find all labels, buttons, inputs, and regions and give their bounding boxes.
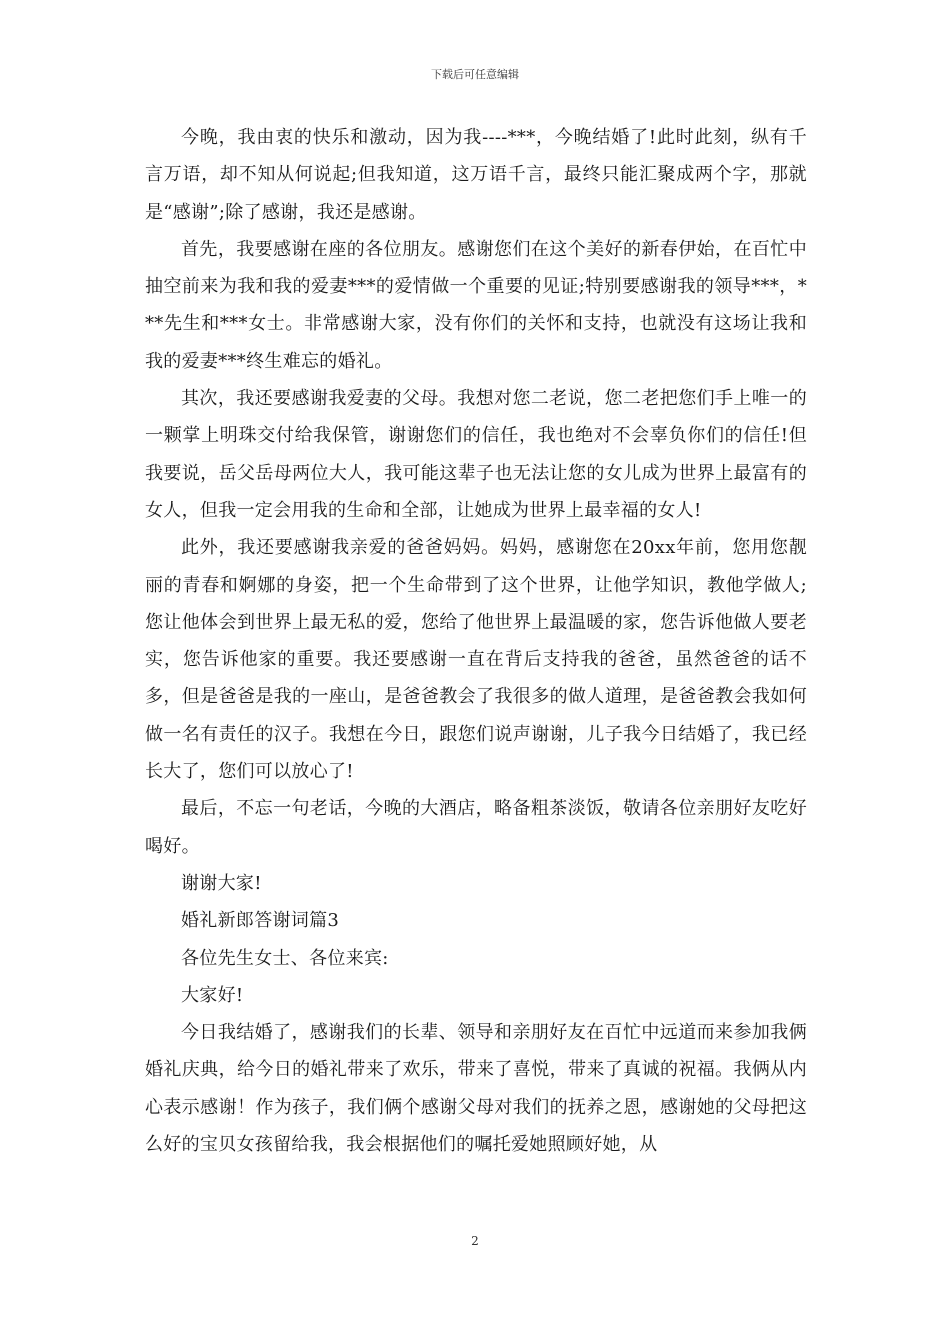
document-body: [145, 119, 807, 1163]
page-header: 下载后可任意编辑: [431, 68, 519, 81]
paragraph-closing: 最后，不忘一句老话，今晚的大酒店，略备粗茶淡饭，敬请各位亲朋好友吃好喝好。: [145, 798, 807, 857]
paragraph-thank-you: 谢谢大家!: [181, 872, 262, 894]
paragraph-intro: 今晚，我由衷的快乐和激动，因为我----***，今晚结婚了!此时此刻，纵有千言万语，却不知从何说起;但我知道，这万语千言，最终只能汇聚成两个字，那就是“感谢”;除了感谢，我还是感谢。: [145, 127, 807, 223]
page-number: 2: [471, 1234, 479, 1248]
section-title: 婚礼新郎答谢词篇3: [181, 910, 340, 932]
paragraph-thanks-friends: 首先，我要感谢在座的各位朋友。感谢您们在这个美好的新春伊始，在百忙中抽空前来为我和我的爱妻***的爱情做一个重要的见证;特别要感谢我的领导***，***先生和***女士。非常感谢大家，没有你们的关怀和支持，也就没有这场让我和我的爱妻***终生难忘的婚礼。: [145, 238, 807, 372]
paragraph-thanks-parents: 此外，我还要感谢我亲爱的爸爸妈妈。妈妈，感谢您在20xx年前，您用您靓丽的青春和婀娜的身姿，把一个生命带到了这个世界，让他学知识，教他学做人;您让他体会到世界上最无私的爱，您给了他世界上最温暖的家，您告诉他做人要老实，您告诉他家的重要。我还要感谢一直在背后支持我的爸爸，虽然爸爸的话不多，但是爸爸是我的一座山，是爸爸教会了我很多的做人道理，是爸爸教会我如何做一名有责任的汉子。我想在今日，跟您们说声谢谢，儿子我今日结婚了，我已经长大了，您们可以放心了!: [145, 537, 807, 783]
paragraph-speech-3: 今日我结婚了，感谢我们的长辈、领导和亲朋好友在百忙中远道而来参加我俩婚礼庆典，给今日的婚礼带来了欢乐，带来了喜悦，带来了真诚的祝福。我俩从内心表示感谢！作为孩子，我们俩个感谢父母对我们的抚养之恩，感谢她的父母把这么好的宝贝女孩留给我，我会根据他们的嘱托爱她照顾好她，从: [145, 1022, 807, 1156]
greeting: 大家好!: [181, 984, 244, 1006]
paragraph-thanks-in-laws: 其次，我还要感谢我爱妻的父母。我想对您二老说，您二老把您们手上唯一的一颗掌上明珠交付给我保管，谢谢您们的信任，我也绝对不会辜负你们的信任!但我要说，岳父岳母两位大人，我可能这辈子也无法让您的女儿成为世界上最富有的女人，但我一定会用我的生命和全部，让她成为世界上最幸福的女人!: [145, 388, 807, 521]
salutation: 各位先生女士、各位来宾:: [181, 947, 389, 969]
